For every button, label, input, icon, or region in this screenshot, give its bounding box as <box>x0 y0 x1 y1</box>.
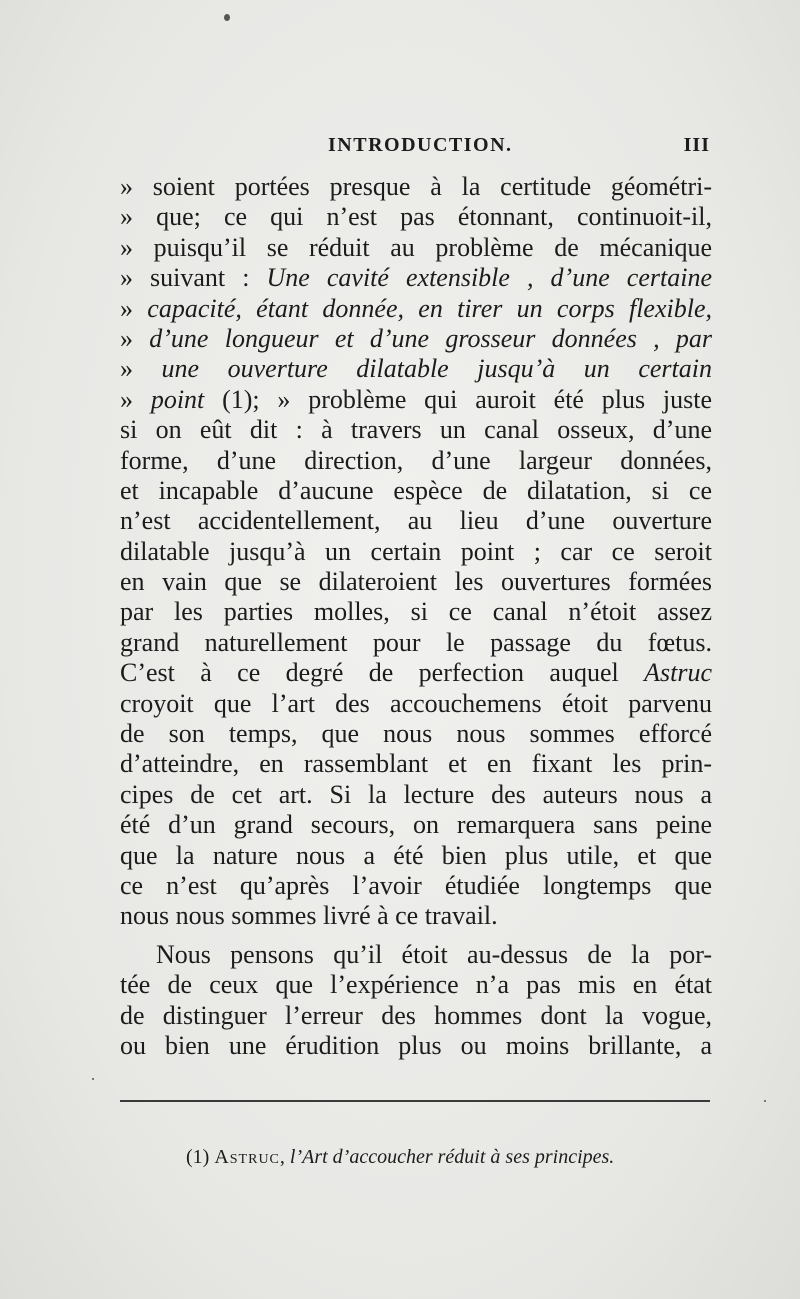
text-line <box>120 354 712 384</box>
text-line <box>120 658 712 688</box>
text-run: si on eût dit : à travers un canal osseux, d’une <box>120 415 712 445</box>
text-line <box>120 749 712 779</box>
text-line <box>120 537 712 567</box>
text-line <box>120 628 712 658</box>
text-line <box>120 871 712 901</box>
ink-speck <box>92 1078 94 1080</box>
text-run: forme, d’une direction, d’une largeur données, <box>120 445 712 475</box>
text-run: tée de ceux que l’expérience n’a pas mis en état <box>120 970 712 1000</box>
text-run: ce n’est qu’après l’avoir étudiée longtemps que <box>120 870 712 900</box>
text-line <box>120 780 712 810</box>
text-run: (1); » problème qui auroit été plus juste <box>204 384 713 414</box>
text-run: que la nature nous a été bien plus utile, et que <box>120 840 712 870</box>
text-run: de son temps, que nous nous sommes efforcé <box>120 719 712 749</box>
text-line <box>120 1031 712 1061</box>
text-run: » <box>120 323 150 353</box>
text-line <box>120 263 712 293</box>
page-number: III <box>683 134 710 156</box>
text-line <box>120 597 712 627</box>
text-line <box>120 901 712 931</box>
text-line <box>120 940 712 970</box>
text-run: de distinguer l’erreur des hommes dont la vogue, <box>120 1000 712 1030</box>
text-run: » suivant : <box>120 263 267 293</box>
text-line <box>120 233 712 263</box>
text-line <box>120 324 712 354</box>
text-line <box>120 506 712 536</box>
text-run: été d’un grand secours, on remarquera sans peine <box>120 810 712 840</box>
text-run: cipes de cet art. Si la lecture des auteurs nous a <box>120 779 712 809</box>
italic-run: capacité, étant donnée, en tirer un corps flexible, <box>147 293 713 323</box>
text-run: » <box>120 354 162 384</box>
footnote <box>186 1146 706 1172</box>
ink-speck <box>764 1100 766 1102</box>
italic-run: une ouverture dilatable jusqu’à un certain <box>161 354 712 384</box>
italic-run: Une cavité extensible , d’une certaine <box>266 263 712 293</box>
text-run: nous nous sommes livré à ce travail. <box>120 901 498 931</box>
footnote-rule <box>120 1100 710 1102</box>
text-run: et incapable d’aucune espèce de dilatation, si ce <box>120 475 712 505</box>
running-header <box>120 134 710 158</box>
text-run: grand naturellement pour le passage du fœtus. <box>120 627 712 657</box>
text-run: C’est à ce degré de perfection auquel <box>120 658 645 688</box>
text-run: ou bien une érudition plus ou moins brillante, a <box>120 1030 712 1060</box>
text-line <box>120 202 712 232</box>
text-run: croyoit que l’art des accouchemens étoit parvenu <box>120 688 712 718</box>
text-line <box>120 1001 712 1031</box>
footnote-author: Astruc <box>214 1146 280 1168</box>
text-run: » puisqu’il se réduit au problème de mécanique <box>120 232 712 262</box>
text-run: » que; ce qui n’est pas étonnant, continuoit-il, <box>120 202 712 232</box>
italic-run: Astruc <box>644 658 712 688</box>
text-line <box>120 689 712 719</box>
text-line <box>120 970 712 1000</box>
text-line <box>120 810 712 840</box>
body-text <box>120 172 712 1061</box>
footnote-separator: , <box>279 1146 290 1168</box>
text-line <box>120 476 712 506</box>
text-line <box>120 446 712 476</box>
text-line <box>120 415 712 445</box>
text-run: par les parties molles, si ce canal n’étoit assez <box>120 597 712 627</box>
text-run: » soient portées presque à la certitude géométri- <box>120 172 712 201</box>
paragraph-gap <box>120 932 712 940</box>
text-line <box>120 841 712 871</box>
footnote-marker: (1) <box>186 1146 215 1168</box>
text-run: en vain que se dilateroient les ouvertures formées <box>120 567 712 597</box>
footnote-title: l’Art d’accoucher réduit à ses principes. <box>289 1146 615 1168</box>
text-line <box>120 385 712 415</box>
text-line <box>120 172 712 202</box>
ink-speck <box>224 14 230 21</box>
text-line <box>120 567 712 597</box>
text-run: dilatable jusqu’à un certain point ; car ce seroit <box>120 536 712 566</box>
italic-run: point <box>150 384 205 414</box>
text-line <box>120 294 712 324</box>
text-run: » <box>120 293 148 323</box>
text-run: Nous pensons qu’il étoit au-dessus de la por- <box>156 939 712 969</box>
text-run: » <box>120 384 151 414</box>
text-line <box>120 719 712 749</box>
text-run: d’atteindre, en rassemblant et en fixant les prin- <box>120 749 712 779</box>
text-run: n’est accidentellement, au lieu d’une ouverture <box>120 506 712 536</box>
running-title: INTRODUCTION. <box>328 134 513 156</box>
italic-run: d’une longueur et d’une grosseur données , par <box>149 323 713 353</box>
